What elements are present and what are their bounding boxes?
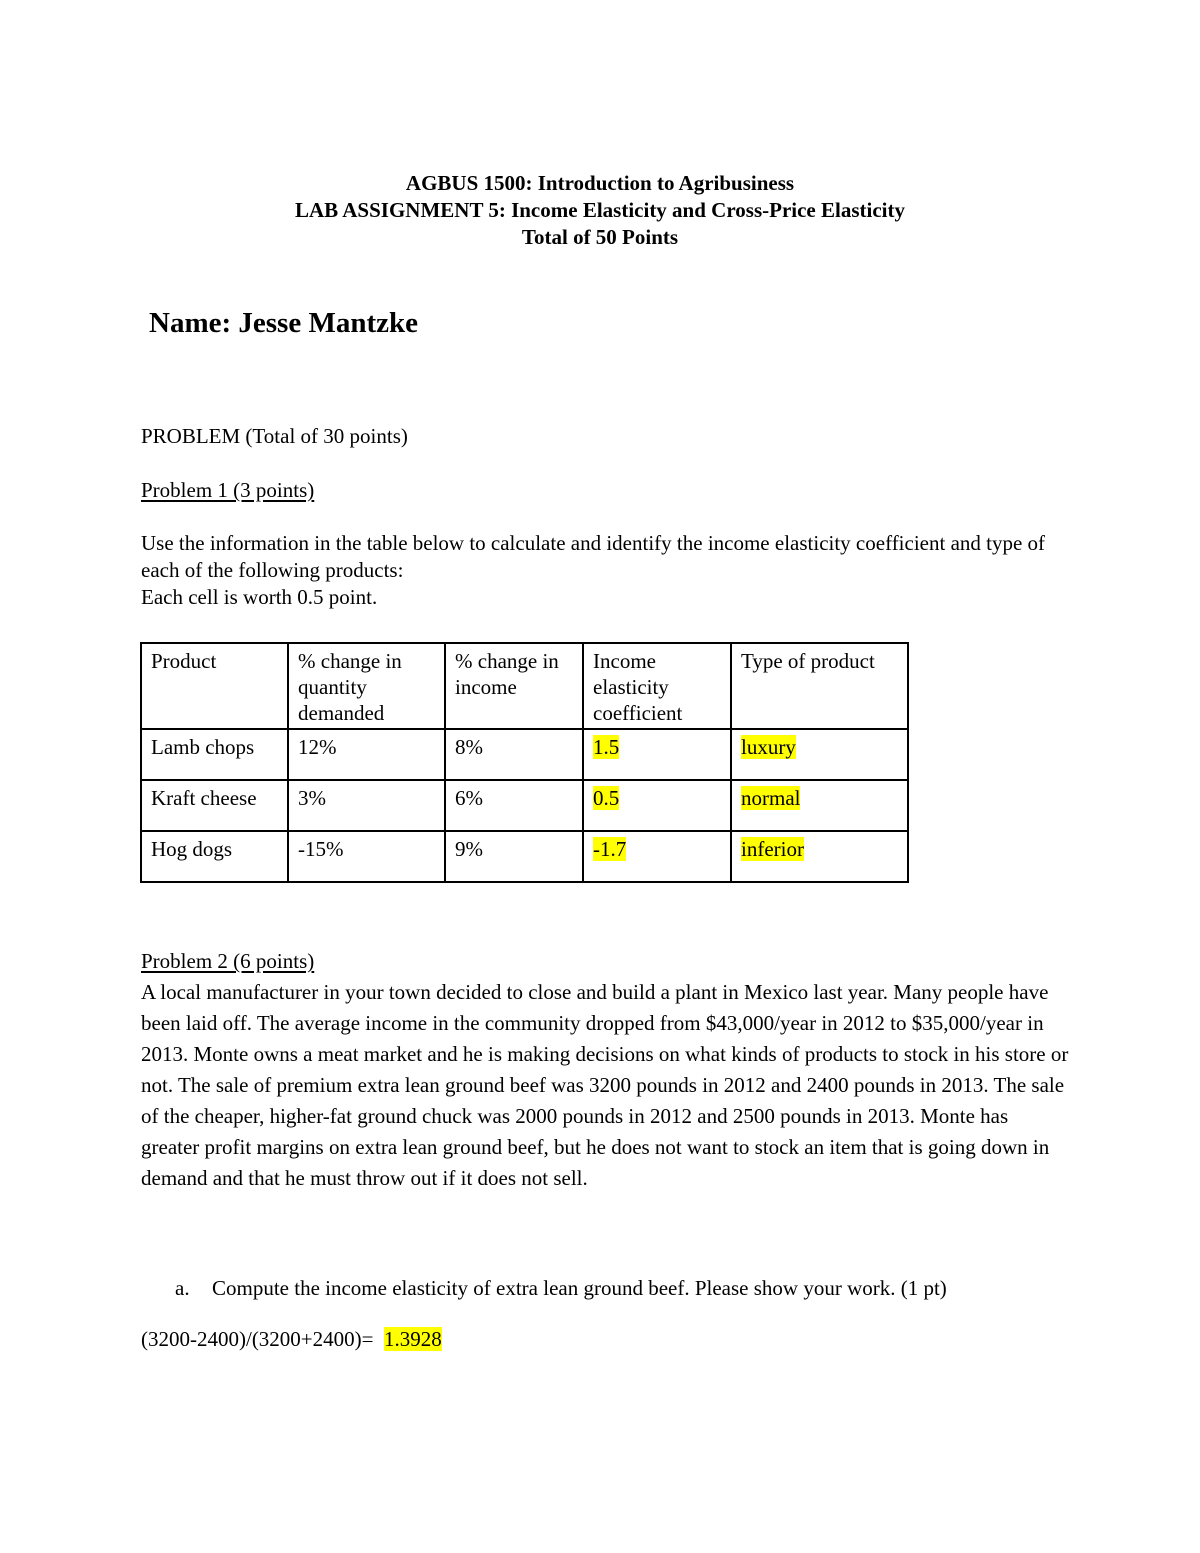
cell-product-type [731, 729, 908, 780]
highlighted-answer: 1.5 [593, 735, 620, 759]
highlighted-answer: -1.7 [593, 837, 627, 861]
problem2-body: A local manufacturer in your town decided to close and build a plant in Mexico last year. Many people have been laid off. The average income in the community dropped from $43,000/year in 2012 to $35,000/year in 2013. Monte owns a meat market and he is making decisions on what kinds of products to stock in his store or not. The sale of premium extra lean ground beef was 3200 pounds in 2012 and 2400 pounds in 2013. The sale of the cheaper, higher-fat ground chuck was 2000 pounds in 2012 and 2500 pounds in 2013. Monte has greater profit margins on extra lean ground beef, but he does not want to stock an item that is going down in demand and that he must throw out if it does not sell. [141, 980, 1069, 1190]
table-row [141, 831, 908, 882]
total-points: Total of 50 Points [521, 225, 679, 249]
cell-quantity-change: -15% [288, 831, 445, 882]
part-a-work-formula: (3200-2400)/(3200+2400)= [141, 1327, 374, 1351]
part-a-work [141, 1326, 442, 1353]
highlighted-answer: 0.5 [593, 786, 620, 810]
cell-quantity-change: 3% [288, 780, 445, 831]
header-cell-product: Product [141, 643, 288, 729]
course-title: AGBUS 1500: Introduction to Agribusiness [405, 171, 795, 195]
cell-product: Lamb chops [141, 729, 288, 780]
cell-income-change: 6% [445, 780, 583, 831]
problem2-title: Problem 2 (6 points) [141, 949, 315, 973]
highlighted-answer: normal [741, 786, 801, 810]
cell-product: Kraft cheese [141, 780, 288, 831]
cell-product-type [731, 780, 908, 831]
cell-product-type [731, 831, 908, 882]
assignment-title: LAB ASSIGNMENT 5: Income Elasticity and Cross-Price Elasticity [295, 198, 905, 222]
cell-income-change: 9% [445, 831, 583, 882]
part-a-question-text: Compute the income elasticity of extra lean ground beef. Please show your work. (1 pt) [212, 1276, 947, 1300]
cell-elasticity [583, 729, 731, 780]
highlighted-answer: inferior [741, 837, 804, 861]
header-cell-income-change: % change in income [445, 643, 583, 729]
problem1-cell-worth: Each cell is worth 0.5 point. [141, 585, 378, 609]
cell-elasticity [583, 780, 731, 831]
part-a-question [175, 1275, 947, 1302]
part-a-answer: 1.3928 [384, 1327, 442, 1351]
header-cell-quantity-change: % change in quantity demanded [288, 643, 445, 729]
header-cell-product-type: Type of product [731, 643, 908, 729]
problem-heading: PROBLEM (Total of 30 points) [141, 424, 408, 448]
income-elasticity-table [140, 642, 909, 883]
table-row [141, 780, 908, 831]
problem1-instructions-text: Use the information in the table below to calculate and identify the income elasticity coefficient and type of each of the following products: [141, 531, 1046, 582]
part-a-marker: a. [175, 1276, 190, 1300]
cell-elasticity [583, 831, 731, 882]
highlighted-answer: luxury [741, 735, 796, 759]
cell-product: Hog dogs [141, 831, 288, 882]
header-cell-elasticity: Income elasticity coefficient [583, 643, 731, 729]
cell-income-change: 8% [445, 729, 583, 780]
table-row [141, 729, 908, 780]
cell-quantity-change: 12% [288, 729, 445, 780]
problem1-instructions [141, 530, 1071, 611]
document-header [0, 170, 1200, 251]
problem1-title: Problem 1 (3 points) [141, 478, 315, 502]
table-header-row [141, 643, 908, 729]
student-name: Name: Jesse Mantzke [149, 307, 418, 339]
